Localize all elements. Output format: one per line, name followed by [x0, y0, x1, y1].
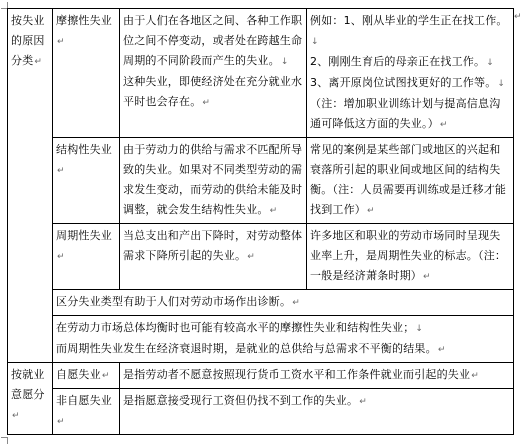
type-cell-frictional [53, 9, 120, 138]
category-willingness-label: 按就业意愿分 [11, 368, 45, 401]
line-break-mark: ↓ [415, 324, 424, 334]
paragraph-mark: ↵ [359, 397, 367, 407]
paragraph-mark: ↵ [247, 252, 255, 262]
cause-extra-text [123, 72, 303, 113]
cause-cell-structural [120, 138, 307, 224]
cause-text: 由于劳动力的供给与需求不匹配所导致的失业。如果对不同类型劳动的需求发生变动，而劳动的供给未能及时调整，就会发生结构性失业。 [123, 143, 303, 216]
type-label: 摩擦性失业 [56, 14, 112, 27]
paragraph-mark: ↵ [101, 371, 110, 381]
table-row-cyclical [8, 224, 514, 290]
type-cell-cyclical [53, 224, 120, 290]
table-row-structural [8, 138, 514, 224]
type-label: 结构性失业 [56, 143, 112, 156]
crop-mark-bottom-left [1, 437, 8, 444]
summary-cell-2 [53, 316, 514, 363]
table-row-involuntary [8, 389, 514, 435]
type-label: 周期性失业 [56, 229, 112, 242]
paragraph-mark: ↵ [269, 206, 278, 216]
example-text: 常见的案例是某些部门或地区的兴起和衰落所引起的职业间或地区间的结构失衡。（注：人员需要再训练或是迁移才能找到工作） [310, 143, 507, 216]
paragraph-mark: ↵ [57, 166, 65, 176]
cause-cell-frictional [120, 9, 307, 138]
cause-extra: 这种失业，即使经济处在充分就业水平时也会存在。 [123, 75, 303, 108]
category-cause-label-cell [8, 9, 53, 363]
paragraph-mark: ↵ [34, 57, 43, 67]
example-cell-structural [307, 138, 514, 224]
example-cell-frictional [307, 9, 514, 138]
paragraph-mark: ↵ [367, 206, 375, 216]
type-cell-involuntary [53, 389, 120, 435]
example-cell-cyclical [307, 224, 514, 290]
category-willingness-label-cell [8, 363, 53, 435]
type-label: 自愿失业 [56, 368, 101, 381]
summary-text-2b: 而周期性失业发生在经济衰退时期，是就业的总供给与总需求不平衡的结果。 [56, 342, 437, 355]
line-break-mark: ↓ [497, 79, 506, 89]
paragraph-mark: ↵ [437, 345, 446, 355]
paragraph-mark: ↵ [471, 371, 479, 381]
example-line-text: 3、离开原岗位试图找更好的工作等。 [310, 76, 497, 89]
type-label: 非自愿失业 [56, 394, 112, 407]
example-line [310, 11, 510, 52]
type-cell-structural [53, 138, 120, 224]
summary-line [56, 318, 510, 339]
line-break-mark: ↓ [486, 58, 494, 68]
paragraph-mark: ↵ [57, 417, 65, 427]
cause-main: 由于人们在各地区之间、各种工作职位之间不停变动，或者处在跨越生命周期的不同阶段而产生的失业。 [123, 14, 303, 67]
example-line [310, 73, 510, 94]
desc-cell-voluntary [120, 363, 514, 389]
table-row-voluntary [8, 363, 514, 389]
paragraph-mark: ↵ [423, 272, 431, 282]
category-cause-label: 按失业的原因分类 [11, 14, 45, 67]
desc-cell-involuntary [120, 389, 514, 435]
paragraph-mark: ↵ [202, 98, 211, 108]
unemployment-classification-table [7, 8, 514, 435]
line-break-mark: ↓ [311, 37, 319, 47]
summary-text-1: 区分失业类型有助于人们对劳动市场作出诊断。 [56, 295, 292, 308]
example-line-text: （注：增加职业训练计划与提高信息沟通可降低这方面的失业。） [310, 97, 501, 130]
paragraph-mark: ↵ [57, 252, 65, 262]
example-text: 许多地区和职业的劳动市场同时呈现失业率上升，是周期性失业的标志。（注：一般是经济萧条时期） [310, 229, 507, 282]
table-row-summary-1 [8, 290, 514, 316]
paragraph-mark: ↵ [439, 120, 448, 130]
example-line-text: 例如：1、刚从毕业的学生正在找工作。 [310, 14, 508, 27]
type-cell-voluntary [53, 363, 120, 389]
table-row-frictional [8, 9, 514, 138]
cause-cell-cyclical [120, 224, 307, 290]
example-line-text: 2、刚刚生育后的母亲正在找工作。 [310, 55, 486, 68]
cause-text: 当总支出和产出下降时，对劳动整体需求下降所引起的失业。 [123, 229, 303, 262]
paragraph-mark: ↵ [12, 411, 20, 421]
table-row-summary-2 [8, 316, 514, 363]
example-line [310, 52, 510, 73]
paragraph-mark: ↵ [57, 37, 65, 47]
summary-line [56, 339, 510, 360]
line-break-mark: ↓ [280, 57, 289, 67]
summary-cell-1 [53, 290, 514, 316]
example-line [310, 94, 510, 135]
paragraph-mark: ↵ [292, 298, 300, 308]
summary-text-2a: 在劳动力市场总体均衡时也可能有较高水平的摩擦性失业和结构性失业； [56, 321, 415, 334]
row-end-mark: ↵ [514, 12, 522, 22]
cause-text [123, 11, 303, 72]
desc-text: 是指劳动者不愿意按照现行货币工资水平和工作条件就业而引起的失业 [123, 368, 471, 381]
desc-text: 是指愿意接受现行工资但仍找不到工作的失业。 [123, 394, 359, 407]
